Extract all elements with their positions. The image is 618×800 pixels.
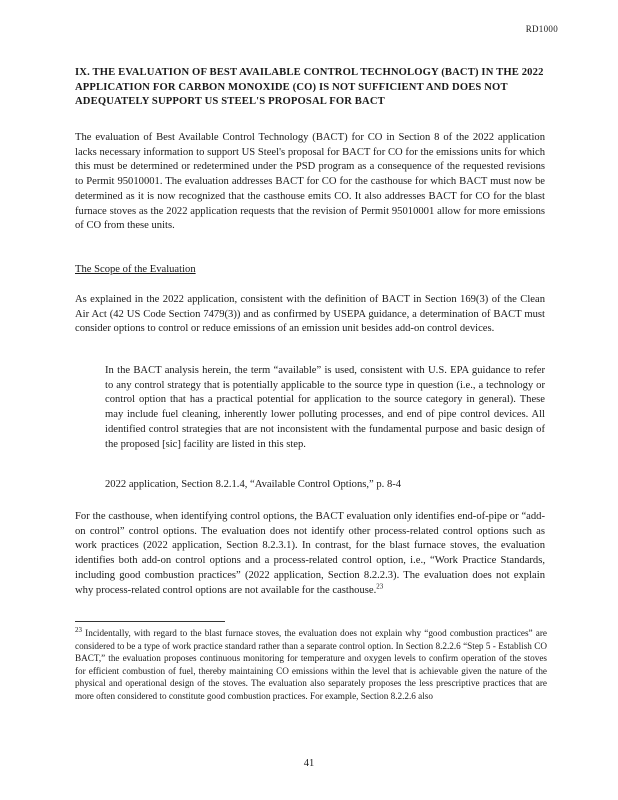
footnote-divider: [75, 621, 225, 622]
quote-citation: 2022 application, Section 8.2.1.4, “Available Control Options,” p. 8-4: [105, 479, 402, 490]
footnote-reference: 23: [376, 581, 384, 590]
footnote-number: 23: [75, 625, 82, 634]
header-code: RD1000: [525, 24, 558, 34]
paragraph-intro: The evaluation of Best Available Control Technology (BACT) for CO in Section 8 of the 2022 application lacks necessary information to support US Steel's proposal for BACT for CO for the emissions units for which this must be determined or redetermined under the PSD program as a consequence of the requested revisions to Permit 95010001. The evaluation addresses BACT for CO for the casthouse for which BACT must now be determined as it is now recognized that the casthouse emits CO. It also addresses BACT for CO for the blast furnace stoves as the 2022 application requests that the revision of Permit 95010001 allow for more emissions of CO from these units.: [75, 132, 545, 232]
page-number: 41: [303, 758, 315, 769]
section-heading: IX. THE EVALUATION OF BEST AVAILABLE CONTROL TECHNOLOGY (BACT) IN THE 2022 APPLICATION FOR CARBON MONOXIDE (CO) IS NOT SUFFICIENT AND DOES NOT ADEQUATELY SUPPORT US STEEL'S PROPOSAL FOR BACT: [75, 67, 544, 108]
subsection-title: The Scope of the Evaluation: [75, 264, 196, 275]
paragraph-scope: As explained in the 2022 application, consistent with the definition of BACT in Section 169(3) of the Clean Air Act (42 US Code Section 7479(3)) and as confirmed by USEPA guidance, a determination of BACT must consider options to control or reduce emissions of an emission unit besides add-on control devices.: [75, 294, 545, 335]
footnote-text: Incidentally, with regard to the blast furnace stoves, the evaluation does not explain why “good combustion practices” are considered to be a type of work practice standard rather than a separate control option. In Section 8.2.2.6 “Step 5 - Establish CO BACT,” the evaluation proposes continuous monitoring for temperature and oxygen levels to confirm operation of the stoves for efficient combustion of fuel, thereby maintaining CO emissions within the level that is achievable given the nature of the physical and operational design of the stoves. The evaluation also separately proposes the less prescriptive practices that are more often considered to constitute good combustion practices. For example, Section 8.2.2.6 also: [75, 628, 548, 701]
paragraph-casthouse-text: For the casthouse, when identifying control options, the BACT evaluation only identifies end-of-pipe or “add-on control” control options. The evaluation does not identify other process-related control options such as work practices (2022 application, Section 8.2.3.1). In contrast, for the blast furnace stoves, the evaluation identifies both add-on control options and a process-related control option, i.e., “Work Practice Standards, including good combustion practices” (2022 application, Section 8.2.2.3). The evaluation does not explain why process-related control options are not available for the casthouse.: [75, 511, 545, 596]
footnote: [75, 627, 547, 703]
paragraph-casthouse: [75, 510, 545, 598]
block-quote: In the BACT analysis herein, the term “available” is used, consistent with U.S. EPA guidance to refer to any control strategy that is potentially applicable to the source type in question (i.e., a technology or control option that has a practical potential for application to the source category in general). These may include fuel cleaning, inherently lower polluting processes, and end of pipe control devices. All identified control strategies that are not inconsistent with the fundamental purpose and basic design of the proposed [sic] facility are listed in this step.: [105, 365, 545, 450]
